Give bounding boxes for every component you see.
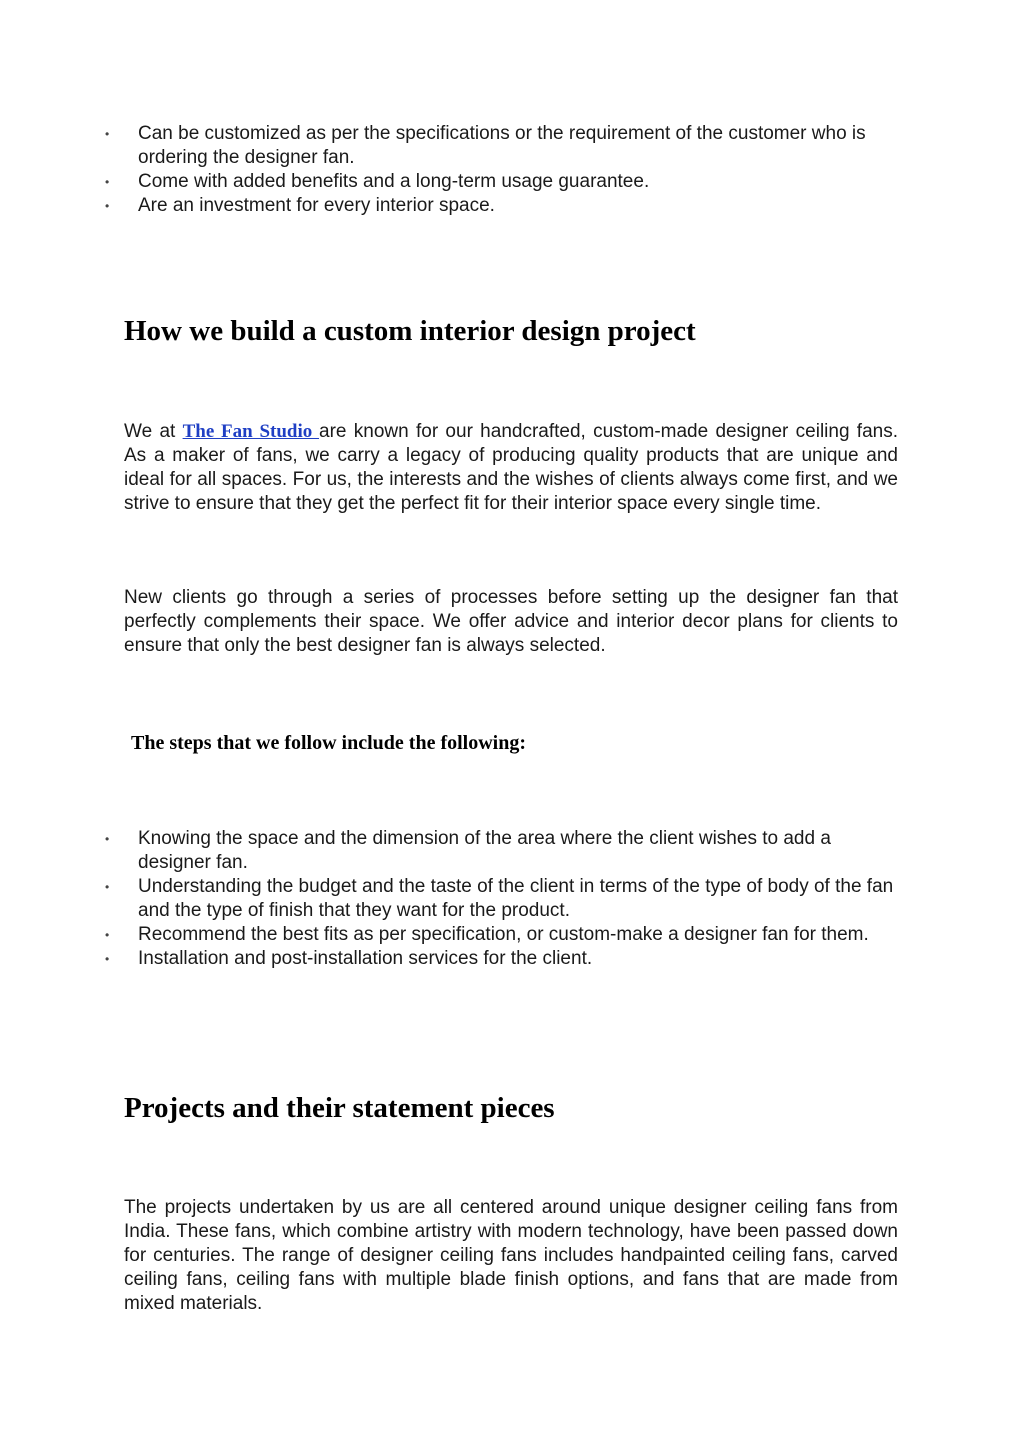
- list-item-text: Recommend the best fits as per specification, or custom-make a designer fan for them.: [138, 924, 869, 945]
- list-item: [105, 194, 905, 218]
- list-item: [105, 122, 905, 170]
- bullet-icon: •: [105, 880, 110, 894]
- list-item-text: Understanding the budget and the taste of the client in terms of the type of body of the fan and the type of finish that they want for the product.: [138, 876, 894, 921]
- bullet-icon: •: [105, 928, 110, 942]
- list-item-text: Installation and post-installation services for the client.: [138, 948, 593, 969]
- bullet-icon: •: [105, 832, 110, 846]
- bullet-icon: •: [105, 175, 110, 189]
- section-heading-projects: Projects and their statement pieces: [124, 1092, 555, 1124]
- list-item: [105, 923, 905, 947]
- the-fan-studio-link[interactable]: The Fan Studio: [182, 421, 320, 442]
- intro-body: are known for our handcrafted, custom-made designer ceiling fans. As a maker of fans, we carry a legacy of producing quality products that are unique and ideal for all spaces. For us, the interests and the wishes of clients always come first, and we strive to ensure that they get the perfect fit for their interior space every single time.: [124, 421, 898, 514]
- benefits-list: [105, 122, 905, 218]
- intro-prefix: We at: [124, 421, 183, 442]
- bullet-icon: •: [105, 952, 110, 966]
- steps-subheading: The steps that we follow include the following:: [131, 732, 526, 754]
- list-item: [105, 947, 905, 971]
- list-item-text: Are an investment for every interior space.: [138, 195, 495, 216]
- projects-paragraph: The projects undertaken by us are all centered around unique designer ceiling fans from India. These fans, which combine artistry with modern technology, have been passed down for centuries. The range of designer ceiling fans includes handpainted ceiling fans, carved ceiling fans, ceiling fans with multiple blade finish options, and fans that are made from mixed materials.: [124, 1197, 898, 1314]
- list-item-text: Can be customized as per the specifications or the requirement of the customer who is ordering the designer fan.: [138, 123, 866, 168]
- list-item: [105, 170, 905, 194]
- list-item-text: Come with added benefits and a long-term usage guarantee.: [138, 171, 650, 192]
- bullet-icon: •: [105, 199, 110, 213]
- list-item-text: Knowing the space and the dimension of the area where the client wishes to add a designer fan.: [138, 828, 831, 873]
- steps-list: [105, 827, 905, 971]
- bullet-icon: •: [105, 127, 110, 141]
- list-item: [105, 827, 905, 875]
- intro-paragraph: [124, 420, 898, 516]
- section-heading-custom-project: How we build a custom interior design project: [124, 315, 696, 347]
- process-paragraph: New clients go through a series of processes before setting up the designer fan that perfectly complements their space. We offer advice and interior decor plans for clients to ensure that only the best designer fan is always selected.: [124, 587, 898, 656]
- list-item: [105, 875, 905, 923]
